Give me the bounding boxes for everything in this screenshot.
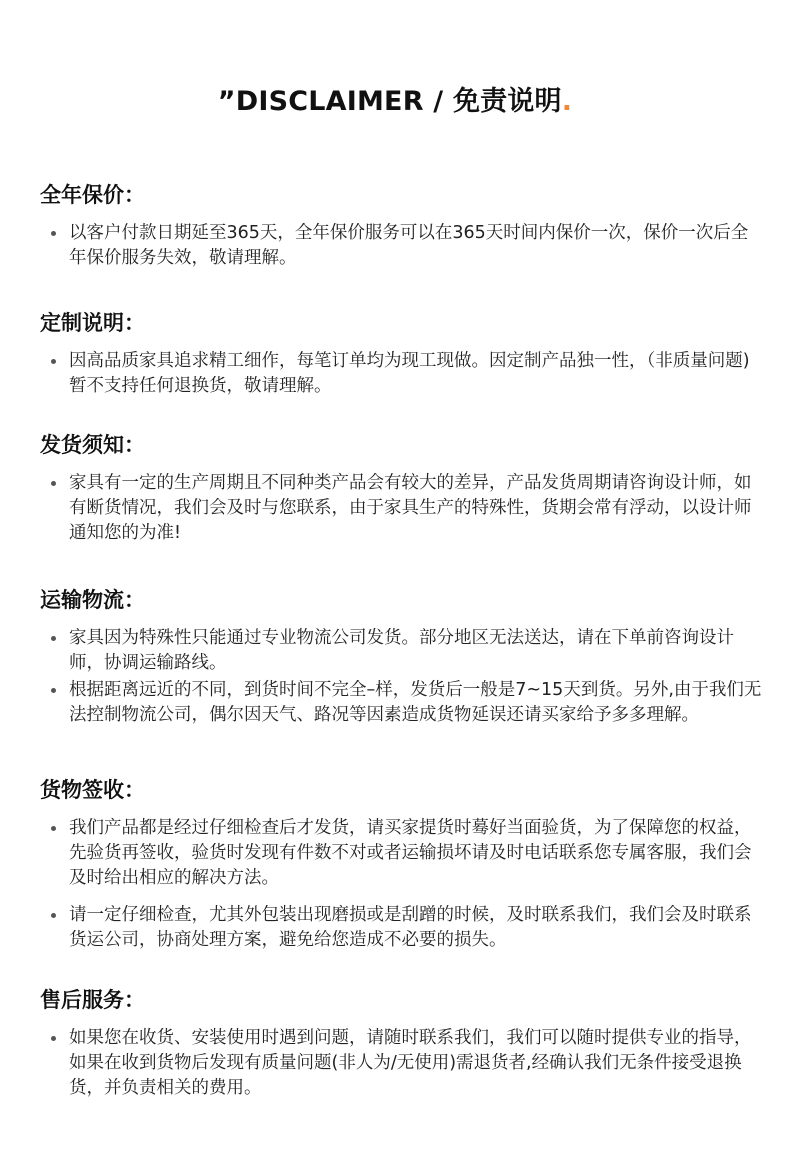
list-item	[40, 221, 765, 271]
list-item	[40, 471, 765, 546]
bullet-list	[40, 349, 765, 399]
bullet-list	[40, 816, 765, 953]
section-customization	[40, 308, 765, 399]
bullet-dot	[51, 359, 56, 364]
list-item-text: 我们产品都是经过仔细检查后才发货，请买家提货时蓦好当面验货，为了保障您的权益，先验货再签收，验货时发现有件数不对或者运输损坏请及时电话联系您专属客服，我们会及时给出相应的解决方法。	[69, 818, 752, 888]
section-price-protection	[40, 180, 765, 271]
section-heading: 售后服务：	[40, 988, 145, 1012]
bullet-list	[40, 471, 765, 546]
section-delivery-receipt	[40, 775, 765, 953]
list-item-text: 因高品质家具追求精工细作，每笔订单均为现工现做。因定制产品独一性，（非质量问题)暂不支持任何退换货，敬请理解。	[69, 351, 750, 396]
section-heading: 发货须知：	[40, 433, 145, 457]
list-item	[40, 1026, 765, 1101]
bullet-dot	[51, 913, 56, 918]
list-item	[40, 678, 765, 728]
section-after-sales	[40, 985, 765, 1101]
list-item	[40, 816, 765, 891]
title-accent-dot: .	[561, 86, 573, 117]
section-shipping-notice	[40, 430, 765, 546]
bullet-dot	[51, 636, 56, 641]
bullet-dot	[51, 231, 56, 236]
bullet-list	[40, 221, 765, 271]
bullet-dot	[51, 826, 56, 831]
list-item-text: 请一定仔细检查，尤其外包装出现磨损或是刮蹭的时候，及时联系我们，我们会及时联系货运公司，协商处理方案，避免给您造成不必要的损失。	[69, 905, 752, 950]
bullet-dot	[51, 1036, 56, 1041]
page-title-text: ”DISCLAIMER / 免责说明	[217, 86, 562, 117]
list-item-text: 根据距离远近的不同，到货时间不完全–样，发货后一般是7~15天到货。另外,由于我们无法控制物流公司，偶尔因天气、路况等因素造成货物延误还请买家给予多多理解。	[69, 680, 762, 725]
section-heading: 定制说明：	[40, 311, 145, 335]
section-logistics	[40, 585, 765, 728]
list-item-text: 以客户付款日期延至365天，全年保价服务可以在365天时间内保价一次，保价一次后全年保价服务失效，敬请理解。	[69, 223, 749, 268]
bullet-list	[40, 1026, 765, 1101]
bullet-dot	[51, 688, 56, 693]
bullet-dot	[51, 481, 56, 486]
list-item-text: 家具因为特殊性只能通过专业物流公司发货。部分地区无法送达，请在下单前咨询设计师，协调运输路线。	[69, 628, 734, 673]
list-item-text: 家具有一定的生产周期且不同种类产品会有较大的差异，产品发货周期请咨询设计师，如有断货情况，我们会及时与您联系，由于家具生产的特殊性，货期会常有浮动，以设计师通知您的为准!	[69, 473, 752, 543]
bullet-list	[40, 626, 765, 728]
section-heading: 运输物流：	[40, 588, 145, 612]
section-heading: 货物签收：	[40, 778, 145, 802]
list-item	[40, 626, 765, 676]
list-item	[40, 349, 765, 399]
list-item-text: 如果您在收货、安装使用时遇到问题，请随时联系我们，我们可以随时提供专业的指导，如果在收到货物后发现有质量问题(非人为/无使用)需退货者,经确认我们无条件接受退换货，并负责相关的费用。	[69, 1028, 752, 1098]
page-title	[0, 80, 790, 124]
section-heading: 全年保价：	[40, 183, 145, 207]
list-item	[40, 903, 765, 953]
